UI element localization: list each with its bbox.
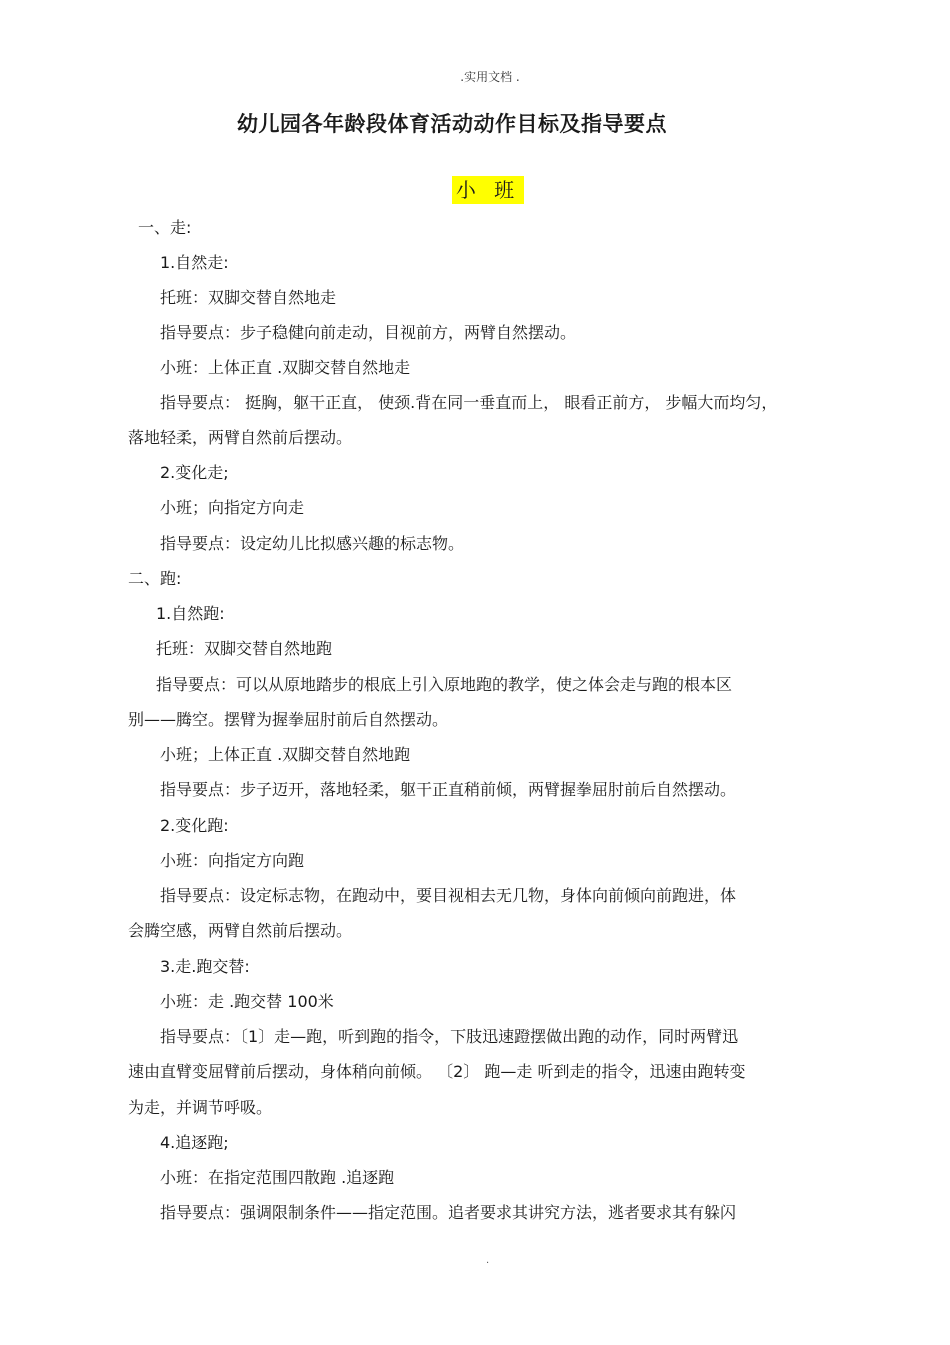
section-title-highlight: 小 班 xyxy=(452,176,524,204)
text-line: 指导要点：步子迈开，落地轻柔，躯干正直稍前倾，两臂握拳屈肘前后自然摆动。 xyxy=(160,780,737,799)
subheading-natural-walk: 1.自然走: xyxy=(160,253,229,272)
text-line: 指导要点：强调限制条件——指定范围。追者要求其讲究方法，逃者要求其有躲闪 xyxy=(160,1203,737,1222)
subheading-natural-run: 1.自然跑: xyxy=(156,604,225,623)
page-header: .实用文档 . xyxy=(460,70,520,84)
subheading-varied-walk: 2.变化走; xyxy=(160,463,229,482)
text-line: 指导要点：设定标志物，在跑动中，要目视相去无几物，身体向前倾向前跑进，体 xyxy=(160,886,737,905)
text-line: 小班：走 .跑交替 100米 xyxy=(160,992,334,1011)
heading-walk: 一、走: xyxy=(138,218,192,237)
text-line: 小班：在指定范围四散跑 .追逐跑 xyxy=(160,1168,395,1187)
text-line: 落地轻柔，两臂自然前后摆动。 xyxy=(128,428,353,447)
text-line: 速由直臂变屈臂前后摆动，身体稍向前倾。 〔2〕 跑—走 听到走的指令，迅速由跑转变 xyxy=(128,1062,746,1081)
subheading-chase-run: 4.追逐跑; xyxy=(160,1133,229,1152)
text-line: 为走，并调节呼吸。 xyxy=(128,1098,273,1117)
text-line: 会腾空感，两臂自然前后摆动。 xyxy=(128,921,353,940)
text-line: 小班：向指定方向跑 xyxy=(160,851,305,870)
text-line: 指导要点：可以从原地踏步的根底上引入原地跑的教学，使之体会走与跑的根本区 xyxy=(156,675,733,694)
page-footer: . xyxy=(486,1255,490,1266)
text-line: 指导要点：步子稳健向前走动，目视前方，两臂自然摆动。 xyxy=(160,323,577,342)
section-title xyxy=(0,174,950,203)
text-line: 指导要点：设定幼儿比拟感兴趣的标志物。 xyxy=(160,534,465,553)
text-line: 指导要点：〔1〕走—跑，听到跑的指令，下肢迅速蹬摆做出跑的动作，同时两臂迅 xyxy=(160,1027,739,1046)
text-line: 托班：双脚交替自然地走 xyxy=(160,288,337,307)
text-line: 小班：上体正直 .双脚交替自然地走 xyxy=(160,358,411,377)
subheading-walk-run-alternate: 3.走.跑交替: xyxy=(160,957,250,976)
text-line: 别——腾空。摆臂为握拳屈肘前后自然摆动。 xyxy=(128,710,449,729)
text-line: 托班：双脚交替自然地跑 xyxy=(156,639,333,658)
document-title: 幼儿园各年龄段体育活动动作目标及指导要点 xyxy=(237,112,667,136)
text-line: 小班；向指定方向走 xyxy=(160,498,305,517)
text-line: 指导要点： 挺胸，躯干正直， 使颈.背在同一垂直而上， 眼看正前方， 步幅大而均匀， xyxy=(160,393,778,412)
text-line: 小班；上体正直 .双脚交替自然地跑 xyxy=(160,745,411,764)
subheading-varied-run: 2.变化跑: xyxy=(160,816,229,835)
heading-run: 二、跑: xyxy=(128,569,182,588)
